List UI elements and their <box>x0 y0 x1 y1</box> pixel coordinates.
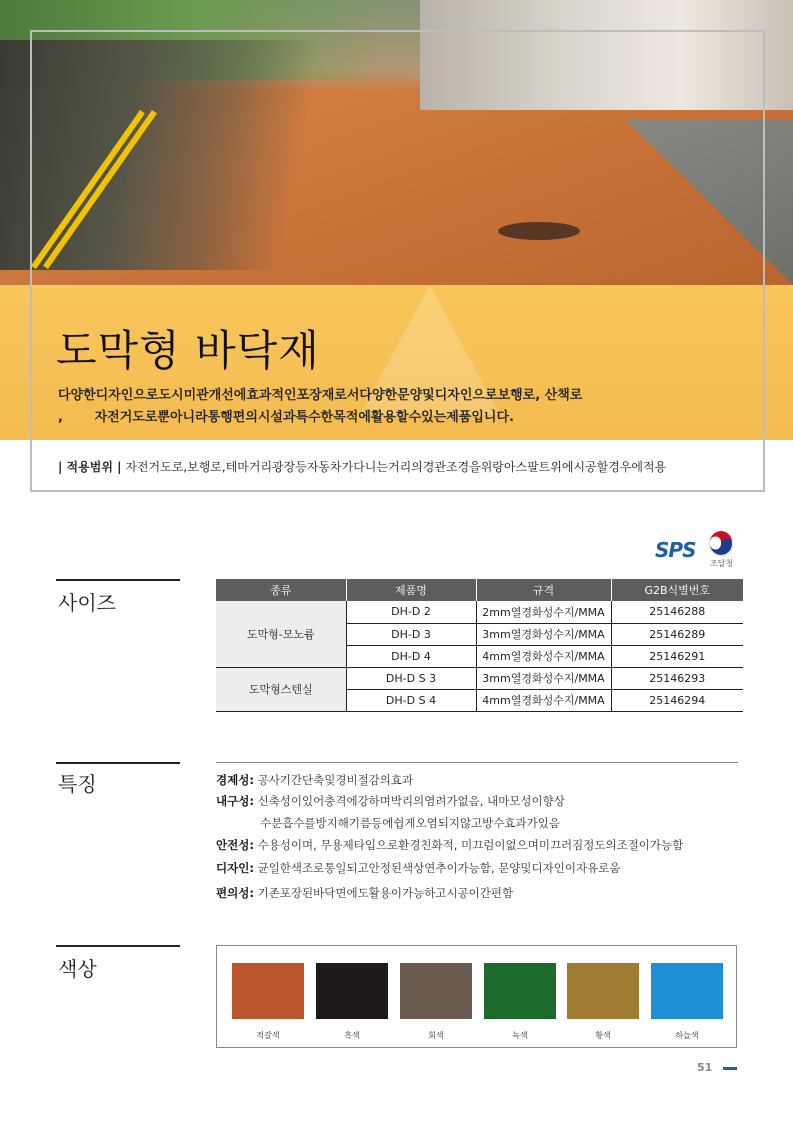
size-section-title: 사이즈 <box>58 591 116 615</box>
table-cell: 25146293 <box>611 667 743 689</box>
color-label: 회색 <box>428 1031 444 1040</box>
color-swatch <box>316 963 388 1019</box>
feature-key: 디자인: <box>216 861 254 875</box>
table-cell: 25146289 <box>611 623 743 645</box>
color-label: 녹색 <box>512 1031 528 1040</box>
page-accent-dash <box>723 1067 737 1070</box>
feature-text: 공사기간단축및경비절감의효과 <box>257 773 414 787</box>
table-cell: 4mm열경화성수지/MMA <box>476 645 611 667</box>
feature-key: 안전성: <box>216 838 254 852</box>
table-cell: DH-D S 4 <box>346 689 476 711</box>
color-label: 흑색 <box>344 1031 360 1040</box>
table-header: 규격 <box>476 579 611 601</box>
table-header-row <box>216 579 743 601</box>
features-rule <box>216 762 738 763</box>
table-cell: DH-D 3 <box>346 623 476 645</box>
page-title: 도막형 바닥재 <box>56 326 320 375</box>
description-line: , 자전거도로뿐아니라통행편의시설과특수한목적에활용할수있는제품입니다. <box>58 410 514 425</box>
table-cell: 2mm열경화성수지/MMA <box>476 601 611 623</box>
taegeuk-icon <box>708 531 734 557</box>
table-cell: 3mm열경화성수지/MMA <box>476 623 611 645</box>
color-label: 적갈색 <box>256 1031 280 1040</box>
feature-item <box>216 837 683 853</box>
table-header: 제품명 <box>346 579 476 601</box>
scope-text: 자전거도로,보행로,테마거리광장등자동차가다니는거리의경관조경을위랑아스팔트위에시공할경우에적용 <box>125 460 667 474</box>
feature-text: 균일한색조로통일되고안정된색상연추이가능함, 문양및디자인이자유로움 <box>257 861 621 875</box>
table-cell-kind: 도막형스텐실 <box>216 667 346 711</box>
table-header: 종류 <box>216 579 346 601</box>
scope-label: | 적용범위 | <box>58 460 122 474</box>
color-label: 하늘색 <box>675 1031 699 1040</box>
section-rule <box>56 762 180 764</box>
table-row <box>216 667 743 689</box>
features-section-title: 특징 <box>58 772 97 796</box>
section-rule <box>56 579 180 581</box>
table-cell: DH-D S 3 <box>346 667 476 689</box>
color-swatch <box>484 963 556 1019</box>
table-cell-kind: 도막형-모노륨 <box>216 601 346 667</box>
section-rule <box>56 945 180 947</box>
feature-item <box>216 885 513 901</box>
color-swatch <box>400 963 472 1019</box>
table-cell: 25146288 <box>611 601 743 623</box>
feature-item <box>216 860 620 876</box>
product-description <box>58 385 698 429</box>
color-label: 황색 <box>595 1031 611 1040</box>
feature-item <box>260 815 560 831</box>
table-row <box>216 601 743 623</box>
color-swatch-panel <box>216 945 737 1048</box>
color-swatch <box>651 963 723 1019</box>
feature-text: 수분흡수를방지해기름등에쉽게오염되지않고방수효과가있음 <box>260 816 560 830</box>
colors-section-title: 색상 <box>58 957 97 981</box>
feature-text: 수용성이며, 무용제타입으로환경친화적, 미끄럼이없으며미끄러짐정도의조절이가능함 <box>257 838 684 852</box>
feature-text: 기존포장된바닥면에도활용이가능하고시공이간편함 <box>257 886 514 900</box>
color-swatch <box>232 963 304 1019</box>
table-header: G2B식별번호 <box>611 579 743 601</box>
table-cell: 4mm열경화성수지/MMA <box>476 689 611 711</box>
application-scope <box>58 458 666 475</box>
spec-table <box>216 579 743 712</box>
feature-key: 경제성: <box>216 773 254 787</box>
table-cell: 25146294 <box>611 689 743 711</box>
agency-label: 조달청 <box>710 559 734 568</box>
feature-item <box>216 793 565 809</box>
table-cell: 3mm열경화성수지/MMA <box>476 667 611 689</box>
feature-key: 편의성: <box>216 886 254 900</box>
table-cell: DH-D 2 <box>346 601 476 623</box>
description-line: 다양한디자인으로도시미관개선에효과적인포장재로서다양한문양및디자인으로보행로, 산책로 <box>58 388 583 403</box>
feature-item <box>216 772 413 788</box>
page-number: 51 <box>697 1061 713 1074</box>
table-cell: 25146291 <box>611 645 743 667</box>
feature-key: 내구성: <box>216 794 254 808</box>
feature-text: 신축성이있어충격에강하며박리의염려가없음, 내마모성이향상 <box>257 794 565 808</box>
color-swatch <box>567 963 639 1019</box>
table-cell: DH-D 4 <box>346 645 476 667</box>
sps-logo: SPS <box>655 538 696 562</box>
